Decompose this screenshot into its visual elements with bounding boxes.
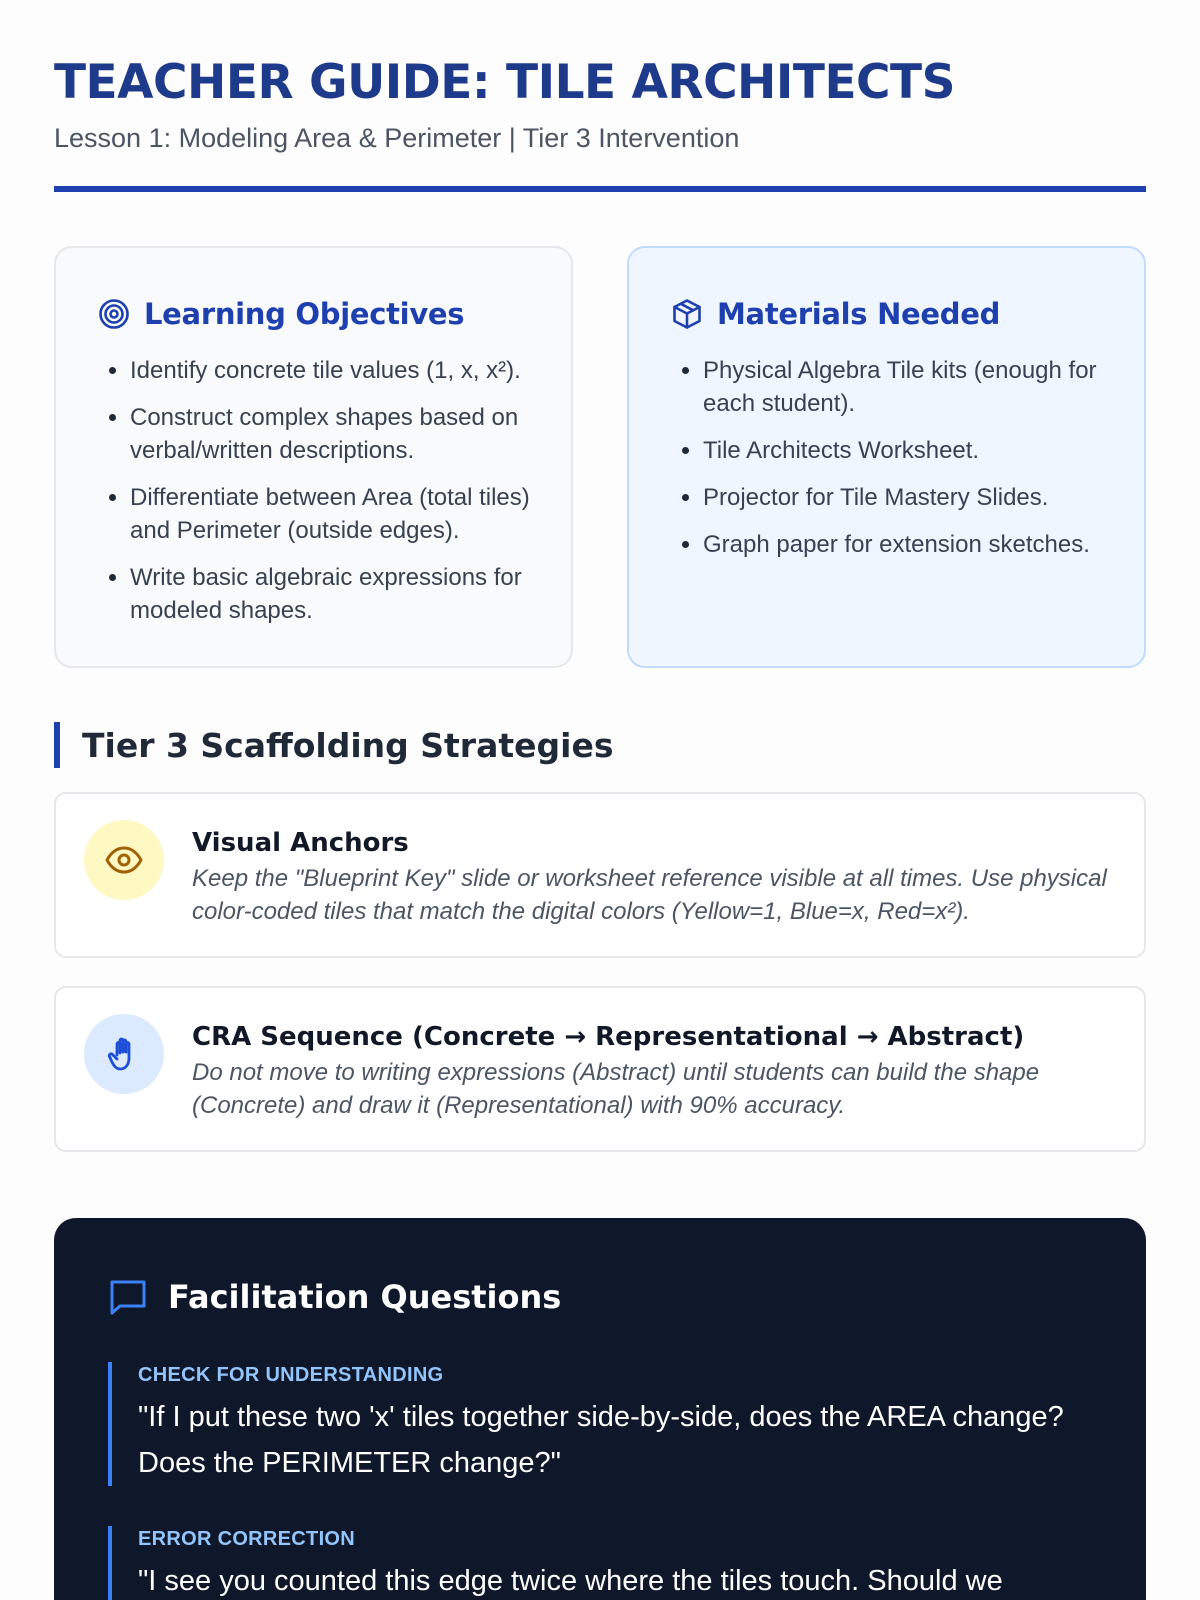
materials-needed-title: Materials Needed (717, 297, 1001, 331)
question-text: "If I put these two 'x' tiles together side-by-side, does the AREA change? Does the PERIMETER change?" (138, 1401, 1064, 1479)
list-item: • Physical Algebra Tile kits (enough for each student). (703, 354, 1104, 420)
materials-needed-header (671, 292, 1104, 336)
learning-objectives-list (98, 354, 531, 627)
question-block (108, 1526, 1092, 1600)
scaffolding-heading: Tier 3 Scaffolding Strategies (54, 722, 1146, 768)
eye-icon (104, 840, 144, 880)
question-label: ERROR CORRECTION (138, 1528, 356, 1550)
hand-icon-badge (84, 1014, 164, 1094)
facilitation-title: Facilitation Questions (168, 1278, 562, 1316)
chat-icon (108, 1277, 148, 1317)
box-icon (671, 298, 703, 330)
strategy-card-visual-anchors (54, 792, 1146, 958)
page-subtitle: Lesson 1: Modeling Area & Perimeter | Tier 3 Intervention (54, 123, 740, 153)
strategy-body (192, 820, 1120, 928)
title-divider (54, 186, 1146, 192)
question-label: CHECK FOR UNDERSTANDING (138, 1364, 444, 1386)
learning-objectives-card (54, 246, 573, 668)
list-item: • Identify concrete tile values (1, x, x²). (130, 354, 531, 387)
target-icon (98, 298, 130, 330)
strategy-description: Do not move to writing expressions (Abstract) until students can build the shape (Concrete) and draw it (Representational) with 90% accuracy. (192, 1059, 1040, 1119)
materials-needed-card (627, 246, 1146, 668)
list-item: • Differentiate between Area (total tiles) and Perimeter (outside edges). (130, 481, 531, 547)
materials-needed-list (671, 354, 1104, 561)
list-item: • Tile Architects Worksheet. (703, 434, 1104, 467)
question-text: "I see you counted this edge twice where the tiles touch. Should we (138, 1565, 1003, 1597)
facilitation-questions-panel (54, 1218, 1146, 1600)
info-cards (54, 246, 1146, 668)
page-title: TEACHER GUIDE: TILE ARCHITECTS (54, 55, 955, 110)
list-item: • Projector for Tile Mastery Slides. (703, 481, 1104, 514)
learning-objectives-title: Learning Objectives (144, 297, 465, 331)
question-block (108, 1362, 1092, 1486)
hand-icon (104, 1034, 144, 1074)
learning-objectives-header (98, 292, 531, 336)
strategy-body (192, 1014, 1120, 1122)
eye-icon-badge (84, 820, 164, 900)
facilitation-header (108, 1272, 1092, 1322)
strategy-description: Keep the "Blueprint Key" slide or worksheet reference visible at all times. Use physical color-coded tiles that match the digital colors (Yellow=1, Blue=x, Red=x²). (192, 865, 1107, 925)
list-item: • Write basic algebraic expressions for modeled shapes. (130, 561, 531, 627)
strategy-card-cra-sequence (54, 986, 1146, 1152)
list-item: • Graph paper for extension sketches. (703, 528, 1104, 561)
strategy-title: CRA Sequence (Concrete → Representational → Abstract) (192, 1022, 1025, 1052)
strategy-title: Visual Anchors (192, 828, 409, 858)
list-item: • Construct complex shapes based on verbal/written descriptions. (130, 401, 531, 467)
